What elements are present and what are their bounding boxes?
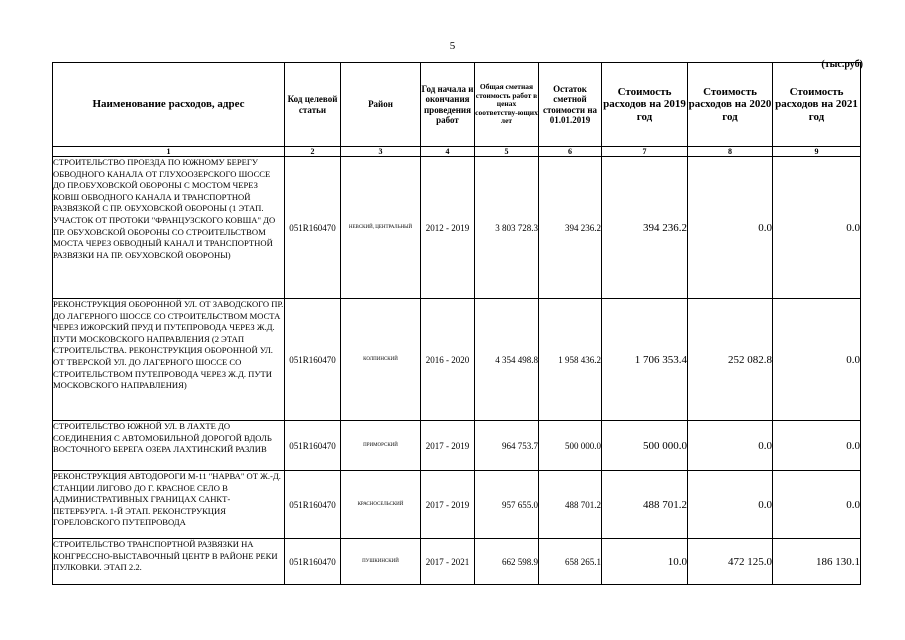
cost-2019: 500 000.0 bbox=[602, 421, 688, 471]
cost-2020: 472 125.0 bbox=[688, 539, 773, 585]
work-years: 2016 - 2020 bbox=[421, 299, 475, 421]
cost-2020: 0.0 bbox=[688, 157, 773, 299]
col-header-2019: Стоимость расходов на 2019 год bbox=[602, 63, 688, 147]
units-label: (тыс.руб) bbox=[821, 59, 863, 70]
page-number: 5 bbox=[449, 40, 456, 52]
expense-name: СТРОИТЕЛЬСТВО ПРОЕЗДА ПО ЮЖНОМУ БЕРЕГУ ОБВОДНОГО КАНАЛА ОТ ГЛУХООЗЕРСКОГО ШОССЕ ДО ПР.ОБУХОВСКОЙ ОБОРОНЫ С МОСТОМ ЧЕРЕЗ КОВШ ОБВОДНОГО КАНАЛА И ТРАНСПОРТНОЙ РАЗВЯЗКОЙ С ПР. ОБУХОВСКОЙ ОБОРОНЫ (1 ЭТАП. УЧАСТОК ОТ ПРОТОКИ "ФРАНЦУЗСКОГО КОВША" ДО ПР. ОБУХОВСКОЙ ОБОРОНЫ СО СТРОИТЕЛЬСТВОМ МОСТА ЧЕРЕЗ ОБВОДНЫЙ КАНАЛ И ТРАНСПОРТНОЙ РАЗВЯЗКИ НА ПР. ОБУХОВСКОЙ ОБОРОНЫ) bbox=[53, 157, 285, 299]
cost-2021: 0.0 bbox=[773, 157, 861, 299]
target-code: 051R160470 bbox=[285, 421, 341, 471]
total-cost: 964 753.7 bbox=[475, 421, 539, 471]
remainder-cost: 500 000.0 bbox=[539, 421, 602, 471]
district: КОЛПИНСКИЙ bbox=[341, 299, 421, 421]
col-number: 6 bbox=[539, 147, 602, 157]
col-header-district: Район bbox=[341, 63, 421, 147]
target-code: 051R160470 bbox=[285, 299, 341, 421]
col-header-name: Наименование расходов, адрес bbox=[53, 63, 285, 147]
col-number: 8 bbox=[688, 147, 773, 157]
target-code: 051R160470 bbox=[285, 539, 341, 585]
remainder-cost: 658 265.1 bbox=[539, 539, 602, 585]
expense-name: СТРОИТЕЛЬСТВО ЮЖНОЙ УЛ. В ЛАХТЕ ДО СОЕДИНЕНИЯ С АВТОМОБИЛЬНОЙ ДОРОГОЙ ВДОЛЬ ВОСТОЧНОГО БЕРЕГА ОЗЕРА ЛАХТИНСКИЙ РАЗЛИВ bbox=[53, 421, 285, 471]
cost-2021: 0.0 bbox=[773, 471, 861, 539]
cost-2020: 0.0 bbox=[688, 471, 773, 539]
work-years: 2017 - 2021 bbox=[421, 539, 475, 585]
expense-name: РЕКОНСТРУКЦИЯ ОБОРОННОЙ УЛ. ОТ ЗАВОДСКОГО ПР. ДО ЛАГЕРНОГО ШОССЕ СО СТРОИТЕЛЬСТВОМ МОСТА ЧЕРЕЗ ИЖОРСКИЙ ПРУД И ПУТЕПРОВОДА ЧЕРЕЗ Ж.Д. ПУТИ МОСКОВСКОГО НАПРАВЛЕНИЯ (2 ЭТАП СТРОИТЕЛЬСТВА. РЕКОНСТРУКЦИЯ ОБОРОННОЙ УЛ. ОТ ТВЕРСКОЙ УЛ. ДО ЛАГЕРНОГО ШОССЕ СО СТРОИТЕЛЬСТВОМ ПУТЕПРОВОДА ЧЕРЕЗ Ж.Д. ПУТИ МОСКОВСКОГО НАПРАВЛЕНИЯ) bbox=[53, 299, 285, 421]
district: ПРИМОРСКИЙ bbox=[341, 421, 421, 471]
column-number-row bbox=[53, 147, 861, 157]
table-row bbox=[53, 539, 861, 585]
total-cost: 957 655.0 bbox=[475, 471, 539, 539]
col-number: 4 bbox=[421, 147, 475, 157]
work-years: 2012 - 2019 bbox=[421, 157, 475, 299]
district: НЕВСКИЙ, ЦЕНТРАЛЬНЫЙ bbox=[341, 157, 421, 299]
district: ПУШКИНСКИЙ bbox=[341, 539, 421, 585]
target-code: 051R160470 bbox=[285, 157, 341, 299]
cost-2019: 394 236.2 bbox=[602, 157, 688, 299]
total-cost: 3 803 728.3 bbox=[475, 157, 539, 299]
expense-name: СТРОИТЕЛЬСТВО ТРАНСПОРТНОЙ РАЗВЯЗКИ НА КОНГРЕССНО-ВЫСТАВОЧНЫЙ ЦЕНТР В РАЙОНЕ РЕКИ ПУЛКОВКИ. ЭТАП 2.2. bbox=[53, 539, 285, 585]
col-header-2020: Стоимость расходов на 2020 год bbox=[688, 63, 773, 147]
col-header-code: Код целевой статьи bbox=[285, 63, 341, 147]
work-years: 2017 - 2019 bbox=[421, 421, 475, 471]
col-header-years: Год начала и окончания проведения работ bbox=[421, 63, 475, 147]
target-code: 051R160470 bbox=[285, 471, 341, 539]
remainder-cost: 488 701.2 bbox=[539, 471, 602, 539]
table-row bbox=[53, 299, 861, 421]
cost-2021: 0.0 bbox=[773, 421, 861, 471]
cost-2020: 0.0 bbox=[688, 421, 773, 471]
cost-2021: 0.0 bbox=[773, 299, 861, 421]
table-row bbox=[53, 421, 861, 471]
table-row bbox=[53, 471, 861, 539]
total-cost: 4 354 498.8 bbox=[475, 299, 539, 421]
col-number: 5 bbox=[475, 147, 539, 157]
cost-2021: 186 130.1 bbox=[773, 539, 861, 585]
cost-2019: 1 706 353.4 bbox=[602, 299, 688, 421]
col-header-2021: Стоимость расходов на 2021 год bbox=[773, 63, 861, 147]
cost-2019: 488 701.2 bbox=[602, 471, 688, 539]
work-years: 2017 - 2019 bbox=[421, 471, 475, 539]
budget-table bbox=[52, 62, 861, 585]
remainder-cost: 1 958 436.2 bbox=[539, 299, 602, 421]
col-header-total-cost: Общая сметная стоимость работ в ценах соответству-ющих лет bbox=[475, 63, 539, 147]
col-header-remainder: Остаток сметной стоимости на 01.01.2019 bbox=[539, 63, 602, 147]
col-number: 7 bbox=[602, 147, 688, 157]
col-number: 1 bbox=[53, 147, 285, 157]
col-number: 2 bbox=[285, 147, 341, 157]
table-row bbox=[53, 157, 861, 299]
cost-2020: 252 082.8 bbox=[688, 299, 773, 421]
expense-name: РЕКОНСТРУКЦИЯ АВТОДОРОГИ М-11 "НАРВА" ОТ Ж.-Д. СТАНЦИИ ЛИГОВО ДО Г. КРАСНОЕ СЕЛО В АДМИНИСТРАТИВНЫХ ГРАНИЦАХ САНКТ-ПЕТЕРБУРГА. 1-Й ЭТАП. РЕКОНСТРУКЦИЯ ГОРЕЛОВСКОГО ПУТЕПРОВОДА bbox=[53, 471, 285, 539]
cost-2019: 10.0 bbox=[602, 539, 688, 585]
remainder-cost: 394 236.2 bbox=[539, 157, 602, 299]
total-cost: 662 598.9 bbox=[475, 539, 539, 585]
col-number: 3 bbox=[341, 147, 421, 157]
col-number: 9 bbox=[773, 147, 861, 157]
district: КРАСНОСЕЛЬСКИЙ bbox=[341, 471, 421, 539]
header-row bbox=[53, 63, 861, 147]
